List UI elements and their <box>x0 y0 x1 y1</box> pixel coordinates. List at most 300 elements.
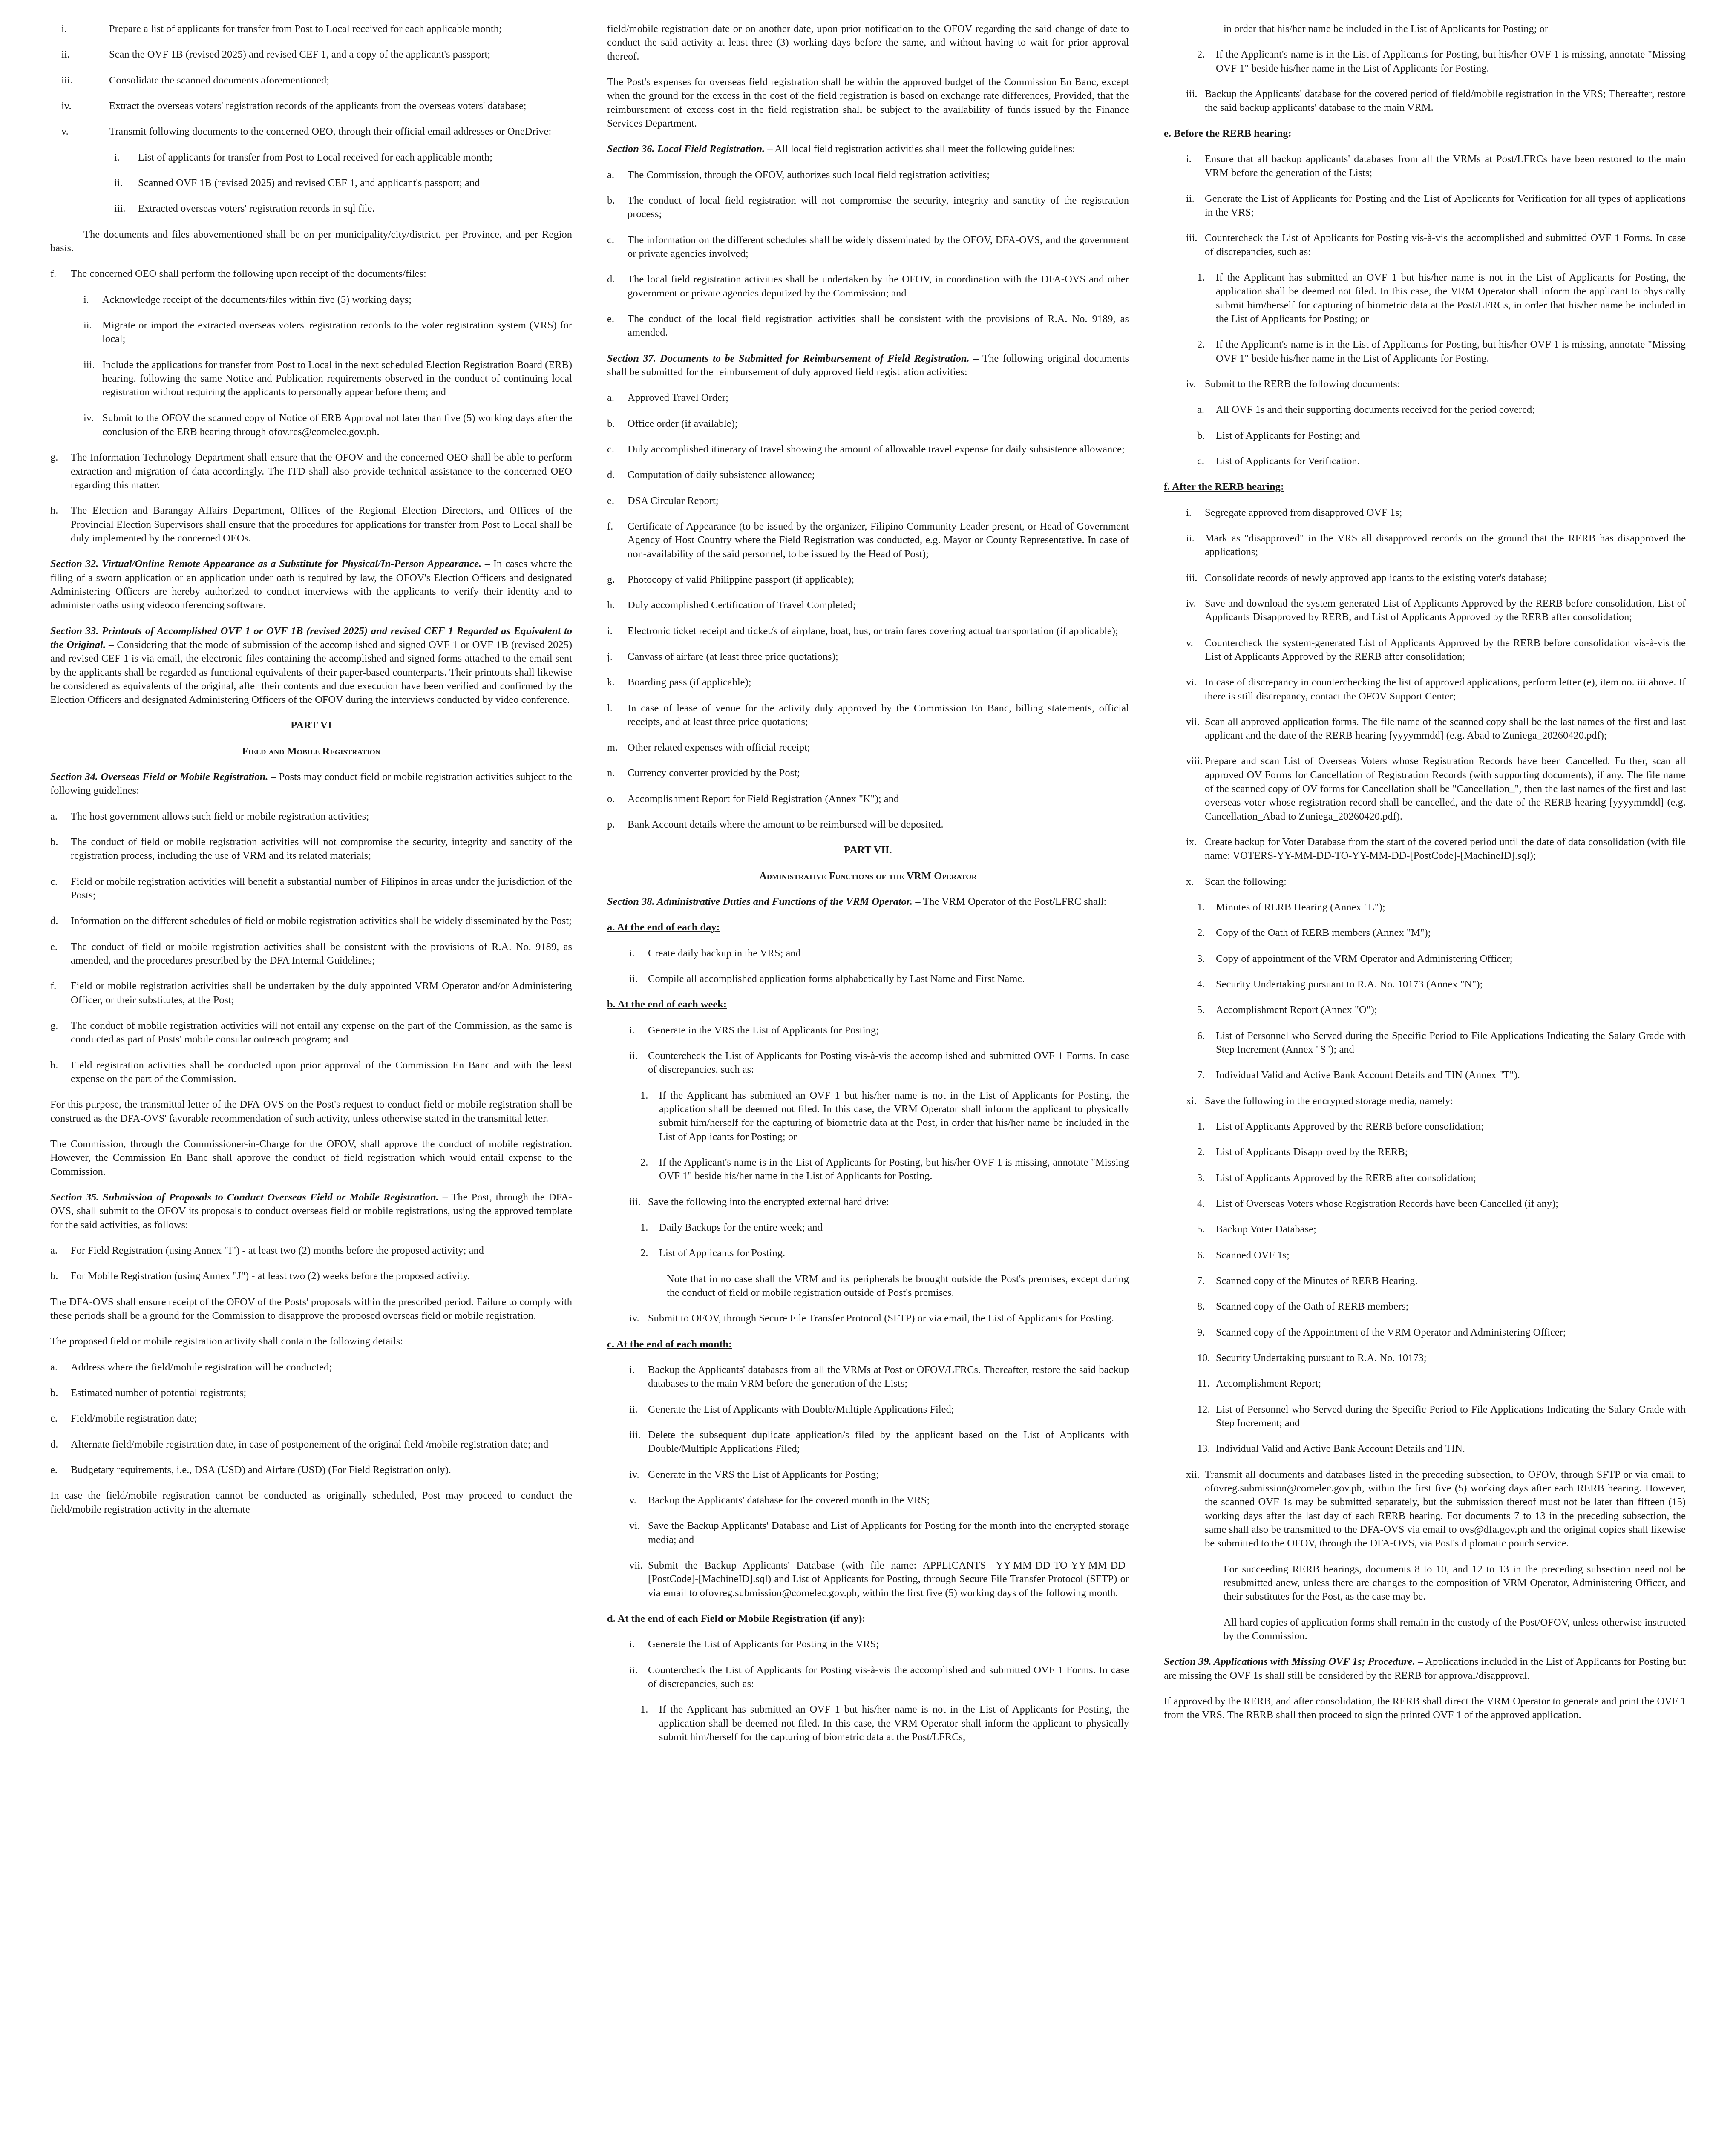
list-marker: h. <box>50 1059 58 1071</box>
list-item <box>607 1049 1129 1077</box>
list-item <box>50 1269 572 1283</box>
subheading: a. At the end of each day: <box>607 921 720 933</box>
list-item <box>50 875 572 903</box>
list-item-text: Scanned copy of the Appointment of the VRM Operator and Administering Officer; <box>1216 1326 1566 1338</box>
list-item-text: Other related expenses with official receipt; <box>628 742 810 754</box>
list-marker: 12. <box>1197 1403 1210 1415</box>
list-marker: a. <box>50 1361 58 1373</box>
right-column <box>1164 22 1686 2130</box>
section-heading: Section 35. Submission of Proposals to Conduct Overseas Field or Mobile Registration. <box>50 1192 439 1203</box>
list-item <box>1164 636 1686 664</box>
list-item <box>1164 429 1686 443</box>
list-item <box>50 979 572 1007</box>
list-item-text: The conduct of field or mobile registration activities will not compromise the security, integrity and sanctity of the registration process, including the use of VRM and its related materials; <box>71 836 572 862</box>
list-marker: xi. <box>1186 1095 1197 1107</box>
list-item-text: If the Applicant has submitted an OVF 1 but his/her name is not in the List of Applicants for Posting, the application shall be deemed not filed. In this case, the VRM Operator shall inform the applicant to physically submit him/herself for the capturing of biometric data at the Post, in order that his/her name be included in the List of Applicants for Posting; or <box>659 1089 1129 1143</box>
list-item <box>50 940 572 968</box>
section-body: – In cases where the filing of a sworn application or an application under oath is required by law, the OFOV's Election Officers and designated Administering Officers are hereby authorized to conduct interviews with the applicants to verify their identity and to administer oaths using videoconferencing software. <box>50 558 572 611</box>
list-marker: 2. <box>640 1247 648 1259</box>
list-marker: ii. <box>114 177 123 189</box>
list-item <box>607 573 1129 587</box>
list-marker: 4. <box>1197 1198 1205 1210</box>
list-item <box>607 520 1129 561</box>
list-item-text: If the Applicant has submitted an OVF 1 but his/her name is not in the List of Applicants for Posting, the application shall be deemed not filed. In this case, the VRM Operator shall inform the applicant to physically submit him/herself for the capturing of biometric data at the Post/LFRCs, <box>659 1704 1129 1743</box>
list-marker: 5. <box>1197 1223 1205 1235</box>
list-marker: i. <box>61 23 67 35</box>
list-item <box>607 650 1129 664</box>
list-item-text: Save the following in the encrypted storage media, namely: <box>1205 1095 1454 1107</box>
list-item <box>607 947 1129 960</box>
list-item-text: Save the Backup Applicants' Database and List of Applicants for Posting for the month into the encrypted storage media; and <box>648 1520 1129 1546</box>
list-marker: iv. <box>1186 378 1196 390</box>
list-marker: e. <box>50 1464 58 1476</box>
list-item <box>607 1363 1129 1391</box>
list-marker: m. <box>607 742 618 754</box>
list-marker: v. <box>61 126 69 138</box>
list-item-text: Ensure that all backup applicants' databases from all the VRMs at Post/LFRCs have been restored to the main VRM before the generation of the Lists; <box>1205 153 1686 179</box>
list-item <box>1164 1377 1686 1390</box>
list-item <box>607 766 1129 780</box>
list-marker: d. <box>50 915 58 927</box>
list-item-text: Submit to the OFOV the scanned copy of Notice of ERB Approval not later than five (5) working days after the conclusion of the ERB hearing through ofov.res@comelec.gov.ph. <box>102 412 572 438</box>
list-item <box>607 702 1129 729</box>
list-marker: h. <box>607 599 615 611</box>
list-marker: c. <box>607 234 614 246</box>
list-item <box>1164 952 1686 966</box>
list-item <box>1164 506 1686 520</box>
section-heading: Section 38. Administrative Duties and Functions of the VRM Operator. <box>607 896 913 908</box>
list-marker: f. <box>50 268 57 280</box>
paragraph: The DFA-OVS shall ensure receipt of the OFOV of the Posts' proposals within the prescribed period. Failure to comply with these periods shall be a ground for the Commission to disapprove the proposed overseas field or mobile registration. <box>50 1296 572 1321</box>
list-item <box>1164 1223 1686 1236</box>
list-item <box>50 504 572 545</box>
part-title: PART VI <box>291 720 332 731</box>
paragraph: in order that his/her name be included in the List of Applicants for Posting; or <box>1224 23 1549 35</box>
list-item-text: Save the following into the encrypted external hard drive: <box>648 1196 890 1208</box>
list-item <box>1164 901 1686 914</box>
list-marker: ii. <box>61 49 70 60</box>
list-item <box>50 1438 572 1451</box>
list-item <box>50 48 572 61</box>
list-marker: i. <box>114 151 120 163</box>
list-item-text: If the Applicant has submitted an OVF 1 but his/her name is not in the List of Applicants for Posting, the application shall be deemed not filed. In this case, the VRM Operator shall inform the applicant to physically submit him/herself for capturing of biometric data at the Post/LFRCs, in order that his/her name be included in the List of Applicants for Posting; or <box>1216 271 1686 325</box>
list-item <box>1164 875 1686 889</box>
list-item <box>1164 1094 1686 1108</box>
part-subtitle: Field and Mobile Registration <box>242 745 381 757</box>
list-item <box>1164 1468 1686 1551</box>
list-item <box>1164 715 1686 743</box>
list-marker: ii. <box>629 1664 638 1676</box>
list-item <box>50 412 572 439</box>
list-item <box>607 1559 1129 1600</box>
list-item-text: Countercheck the List of Applicants for Posting vis-à-vis the accomplished and submitted OVF 1 Forms. In case of discrepancies, such as: <box>648 1050 1129 1076</box>
list-marker: 13. <box>1197 1443 1210 1455</box>
list-item <box>50 914 572 928</box>
list-item <box>607 233 1129 261</box>
list-item-text: The Commission, through the OFOV, authorizes such local field registration activities; <box>628 169 990 181</box>
list-marker: iii. <box>61 74 73 86</box>
list-item <box>1164 571 1686 585</box>
list-item-text: If the Applicant's name is in the List of Applicants for Posting, but his/her OVF 1 is missing, annotate "Missing OVF 1" beside his/her name in the List of Applicants for Posting. <box>1216 49 1686 74</box>
list-marker: 1. <box>640 1704 648 1716</box>
section-paragraph <box>607 352 1129 380</box>
list-item-text: Computation of daily subsistence allowance; <box>628 469 815 481</box>
list-item-text: Compile all accomplished application forms alphabetically by Last Name and First Name. <box>648 973 1025 985</box>
list-marker: x. <box>1186 875 1194 887</box>
list-item <box>50 202 572 216</box>
list-item-text: Generate the List of Applicants for Posting in the VRS; <box>648 1638 879 1650</box>
section-paragraph <box>50 1191 572 1232</box>
list-item-text: Security Undertaking pursuant to R.A. No. 10173; <box>1216 1352 1427 1364</box>
list-item-text: If the Applicant's name is in the List of Applicants for Posting, but his/her OVF 1 is missing, annotate "Missing OVF 1" beside his/her name in the List of Applicants for Posting. <box>1216 339 1686 364</box>
list-item-text: Save and download the system-generated List of Applicants Approved by the RERB before consolidation, List of Applicants Disapproved by RERB, and List of Applicants Approved by the RERB after consolidation; <box>1205 597 1686 623</box>
list-item-text: Migrate or import the extracted overseas voters' registration records to the voter registration system (VRS) for local; <box>102 319 572 345</box>
list-marker: 1. <box>1197 901 1205 913</box>
list-item <box>50 810 572 823</box>
list-item-text: Transmit all documents and databases listed in the preceding subsection, to OFOV, through SFTP or via email to ofovreg.submission@comelec.gov.ph, within the first five (5) working days after each RERB hearing. However, the scanned OVF 1s may be submitted separately, but the submission thereof must not be later than fifteen (15) working days after the last day of each RERB hearing. For documents 7 to 13 in the preceding subsection, the same shall also be transmitted to the DFA-OVS via email to ovs@dfa.gov.ph and the original copies shall likewise be submitted to the OFOV, through the DFA-OVS, via Post's diplomatic pouch service. <box>1205 1468 1686 1549</box>
list-marker: f. <box>607 520 613 532</box>
list-marker: iv. <box>1186 597 1196 609</box>
section-paragraph <box>50 770 572 798</box>
list-item <box>1164 1120 1686 1134</box>
list-item <box>50 151 572 164</box>
list-marker: e. <box>607 313 614 325</box>
list-item <box>1164 1300 1686 1313</box>
list-marker: g. <box>50 452 58 463</box>
list-marker: 6. <box>1197 1030 1205 1042</box>
list-item <box>607 676 1129 689</box>
list-marker: o. <box>607 793 615 805</box>
list-item-text: The Information Technology Department shall ensure that the OFOV and the concerned OEO shall be able to perform extraction and migration of data accordingly. The ITD shall also provide technical assistance to the concerned OEO regarding this matter. <box>71 452 572 491</box>
list-item-text: The information on the different schedules shall be widely disseminated by the OFOV, DFA-OVS, and the government or private agencies involved; <box>628 234 1129 259</box>
part-title: PART VII. <box>844 844 892 856</box>
list-marker: ii. <box>629 973 638 985</box>
list-item-text: Approved Travel Order; <box>628 392 728 404</box>
list-item <box>607 273 1129 300</box>
section-heading: Section 37. Documents to be Submitted for Reimbursement of Field Registration. <box>607 352 970 364</box>
list-item-text: Countercheck the List of Applicants for Posting vis-à-vis the accomplished and submitted OVF 1 Forms. In case of discrepancies, such as: <box>1205 232 1686 258</box>
section-body: – The VRM Operator of the Post/LFRC shall: <box>913 896 1107 908</box>
list-item <box>1164 1403 1686 1431</box>
list-item-text: Field or mobile registration activities shall be undertaken by the duly appointed VRM Operator and/or Administering Officer, or their substitutes, at the Post; <box>71 980 572 1006</box>
list-item-text: Copy of the Oath of RERB members (Annex "M"); <box>1216 927 1431 939</box>
list-item <box>50 1059 572 1086</box>
paragraph: For this purpose, the transmittal letter of the DFA-OVS on the Post's request to conduct field or mobile registration shall be construed as the DFA-OVS' favorable recommendation of such activity, unless otherwise stated in the transmittal letter. <box>50 1099 572 1124</box>
list-marker: 7. <box>1197 1275 1205 1287</box>
list-marker: i. <box>607 625 613 637</box>
list-marker: i. <box>1186 153 1192 165</box>
list-item-text: Scanned OVF 1s; <box>1216 1249 1290 1261</box>
list-marker: a. <box>1197 404 1204 416</box>
paragraph: All hard copies of application forms shall remain in the custody of the Post/OFOV, unless otherwise instructed by the Commission. <box>1224 1616 1686 1642</box>
list-marker: vii. <box>1186 716 1200 728</box>
list-marker: v. <box>1186 637 1193 649</box>
list-item-text: DSA Circular Report; <box>628 495 719 507</box>
list-marker: iii. <box>629 1196 641 1208</box>
paragraph: The proposed field or mobile registration activity shall contain the following details: <box>50 1336 403 1347</box>
list-item-text: Generate the List of Applicants with Double/Multiple Applications Filed; <box>648 1403 954 1415</box>
list-item <box>1164 1351 1686 1365</box>
list-item-text: Submit to OFOV, through Secure File Transfer Protocol (SFTP) or via email, the List of Applicants for Posting. <box>648 1313 1114 1324</box>
section-paragraph <box>607 895 1129 909</box>
list-item <box>607 1519 1129 1547</box>
list-marker: 3. <box>1197 953 1205 964</box>
list-item <box>1164 192 1686 220</box>
section-body: – All local field registration activities shall meet the following guidelines: <box>765 143 1075 155</box>
list-item-text: If the Applicant's name is in the List of Applicants for Posting, but his/her OVF 1 is missing, annotate "Missing OVF 1" beside his/her name in the List of Applicants for Posting. <box>659 1157 1129 1182</box>
list-item <box>607 792 1129 806</box>
list-item-text: List of Applicants Approved by the RERB after consolidation; <box>1216 1172 1477 1184</box>
list-item-text: Currency converter provided by the Post; <box>628 767 800 779</box>
list-item <box>1164 153 1686 180</box>
list-item-text: Prepare a list of applicants for transfer from Post to Local received for each applicable month; <box>109 23 502 35</box>
list-item-text: Delete the subsequent duplicate application/s filed by the applicant based on the List of Applicants with Double/Multiple Applications Filed; <box>648 1429 1129 1455</box>
section-paragraph <box>50 557 572 612</box>
list-item <box>50 1386 572 1400</box>
list-item <box>607 1664 1129 1691</box>
list-item <box>1164 271 1686 326</box>
list-item <box>607 168 1129 182</box>
list-item-text: The conduct of local field registration will not compromise the security, integrity and sanctity of the registration process; <box>628 194 1129 220</box>
list-marker: 4. <box>1197 979 1205 990</box>
list-item-text: The concerned OEO shall perform the following upon receipt of the documents/files: <box>71 268 426 280</box>
list-item <box>50 125 572 138</box>
list-item-text: Prepare and scan List of Overseas Voters whose Registration Records have been Cancelled. Further, scan all approved OV Forms for Cancellation of Registration Records (with supporting documents), if any. The file name of the scanned copy of OV forms for Cancellation shall be "Cancellation_", then the last names of the first and last overseas voter whose registration record shall be cancelled, and the date of the RERB hearing [yyyymmdd] (e.g. Cancellation_Abad to Zuniega_20260420.pdf). <box>1205 755 1686 822</box>
list-item <box>1164 403 1686 417</box>
list-item <box>607 741 1129 754</box>
list-item-text: List of Applicants for Posting. <box>659 1247 786 1259</box>
list-marker: ii. <box>629 1403 638 1415</box>
list-marker: a. <box>607 169 614 181</box>
list-item-text: Scan all approved application forms. The file name of the scanned copy shall be the last names of the first and last applicant and the date of the RERB hearing [yyyymmdd] (e.g. Abad to Zuniega_20260420.pdf); <box>1205 716 1686 742</box>
list-marker: 2. <box>1197 927 1205 939</box>
list-item-text: Scanned copy of the Minutes of RERB Hearing. <box>1216 1275 1418 1287</box>
list-marker: c. <box>1197 455 1204 467</box>
section-heading: Section 36. Local Field Registration. <box>607 143 765 155</box>
list-marker: 9. <box>1197 1326 1205 1338</box>
list-item <box>50 1412 572 1425</box>
list-item <box>1164 597 1686 625</box>
list-item <box>1164 231 1686 259</box>
list-item <box>1164 87 1686 115</box>
list-item <box>50 22 572 36</box>
list-item-text: Certificate of Appearance (to be issued by the organizer, Filipino Community Leader present, or Head of Government Agency of Host Country where the Field Registration was conducted, e.g. Mayor or County Representative. In case of non-availability of the said personnel, to be issued by the Head of Post); <box>628 520 1129 560</box>
list-marker: 1. <box>640 1089 648 1101</box>
list-item-text: List of Applicants for Verification. <box>1216 455 1360 467</box>
list-marker: g. <box>50 1020 58 1032</box>
list-item-text: Electronic ticket receipt and ticket/s of airplane, boat, bus, or train fares covering actual transportation (if applicable); <box>628 625 1118 637</box>
list-item <box>50 74 572 87</box>
list-item-text: List of Overseas Voters whose Registration Records have been Cancelled (if any); <box>1216 1198 1558 1210</box>
list-item-text: All OVF 1s and their supporting documents received for the period covered; <box>1216 404 1535 416</box>
list-item-text: Boarding pass (if applicable); <box>628 676 751 688</box>
list-marker: g. <box>607 573 615 585</box>
list-item-text: Office order (if available); <box>628 417 738 429</box>
list-item-text: In case of discrepancy in counterchecking the list of approved applications, perform letter (e), item no. iii above. If there is still discrepancy, contact the OFOV Support Center; <box>1205 676 1686 702</box>
list-item <box>1164 1029 1686 1057</box>
list-item-text: Extracted overseas voters' registration records in sql file. <box>138 203 375 215</box>
list-item-text: List of Applicants for Posting; and <box>1216 429 1360 441</box>
list-marker: i. <box>629 1638 635 1650</box>
list-item <box>1164 532 1686 559</box>
list-item <box>1164 1274 1686 1288</box>
list-marker: c. <box>607 443 614 455</box>
list-item <box>50 1463 572 1477</box>
list-item-text: The conduct of the local field registration activities shall be consistent with the provisions of R.A. No. 9189, as amended. <box>628 313 1129 339</box>
list-item <box>607 312 1129 340</box>
list-marker: l. <box>607 702 613 714</box>
section-body: – Considering that the mode of submission of the accomplished and signed OVF 1 or OVF 1B (revised 2025) and revised CEF 1 is via email, the electronic files containing the accomplished and signed forms attached to the email sent by the applicants shall be regarded as functional equivalents of their paper-based counterparts. Their printouts shall likewise be considered as equivalents of the original, after their contents and due execution have been verified and confirmed by the Election Officers and designated Administering Officers of the OFOV during the interviews conducted by video conference. <box>50 639 572 706</box>
list-marker: d. <box>50 1438 58 1450</box>
list-item-text: For Field Registration (using Annex "I") - at least two (2) months before the proposed activity; and <box>71 1245 484 1257</box>
list-item-text: Consolidate the scanned documents aforementioned; <box>109 74 330 86</box>
list-item-text: Individual Valid and Active Bank Account Details and TIN (Annex "T"). <box>1216 1069 1520 1081</box>
list-item <box>1164 1003 1686 1017</box>
section-body: – Applications included in the List of Applicants for Posting but are missing the OVF 1s shall still be considered by the RERB for approval/disapproval. <box>1164 1656 1686 1681</box>
list-item <box>50 319 572 346</box>
paragraph: If approved by the RERB, and after consolidation, the RERB shall direct the VRM Operator to generate and print the OVF 1 from the VRS. The RERB shall then proceed to sign the printed OVF 1 of the approved application. <box>1164 1695 1686 1721</box>
section-heading: Section 32. Virtual/Online Remote Appearance as a Substitute for Physical/In-Person Appearance. <box>50 558 482 570</box>
list-item <box>607 972 1129 986</box>
list-marker: b. <box>607 417 615 429</box>
list-item-text: Copy of appointment of the VRM Operator and Administering Officer; <box>1216 953 1513 964</box>
list-item <box>607 1312 1129 1325</box>
list-item <box>607 1089 1129 1144</box>
list-item-text: Submit to the RERB the following documents: <box>1205 378 1400 390</box>
section-heading: Section 34. Overseas Field or Mobile Registration. <box>50 771 268 783</box>
list-marker: iii. <box>629 1429 641 1441</box>
paragraph: The Post's expenses for overseas field registration shall be within the approved budget of the Commission En Banc, except when the ground for the excess in the cost of the field registration is based on exchange rate differences, Provided, that the reimbursement of excess cost in the field registration shall be subject to the availability of funds issued by the Finance Services Department. <box>607 76 1129 129</box>
list-marker: f. <box>50 980 57 992</box>
list-marker: 1. <box>1197 271 1205 283</box>
list-item <box>607 1428 1129 1456</box>
list-item <box>50 99 572 113</box>
list-item-text: Alternate field/mobile registration date, in case of postponement of the original field /mobile registration date; and <box>71 1438 549 1450</box>
section-body: – The Post, through the DFA-OVS, shall submit to the OFOV its proposals to conduct overseas field or mobile registrations, using the approved template for the said activities, as follows: <box>50 1192 572 1231</box>
list-item-text: Backup the Applicants' database for the covered month in the VRS; <box>648 1494 930 1506</box>
list-item-text: Accomplishment Report for Field Registration (Annex "K"); and <box>628 793 899 805</box>
list-item <box>607 391 1129 405</box>
list-item-text: Canvass of airfare (at least three price quotations); <box>628 651 838 662</box>
list-marker: p. <box>607 819 615 831</box>
list-marker: iii. <box>1186 572 1198 584</box>
list-item <box>607 417 1129 431</box>
list-marker: vi. <box>629 1520 640 1532</box>
list-marker: a. <box>607 392 614 404</box>
list-item-text: Address where the field/mobile registration will be conducted; <box>71 1361 332 1373</box>
list-item-text: List of applicants for transfer from Post to Local received for each applicable month; <box>138 151 493 163</box>
list-item <box>607 1403 1129 1416</box>
list-marker: iii. <box>1186 88 1198 100</box>
list-item <box>607 1494 1129 1507</box>
section-paragraph <box>607 142 1129 156</box>
list-item-text: The conduct of mobile registration activities will not entail any expense on the part of the Commission, as the same is conducted as part of Posts' mobile consular outreach program; and <box>71 1020 572 1045</box>
paragraph: field/mobile registration date or on another date, upon prior notification to the OFOV regarding the said change of date to conduct the said activity at least three (3) working days before the same, and without having to wait for prior approval thereof. <box>607 23 1129 62</box>
list-item <box>607 1468 1129 1482</box>
list-item <box>607 625 1129 638</box>
list-item <box>607 1195 1129 1209</box>
list-item-text: Duly accomplished Certification of Travel Completed; <box>628 599 856 611</box>
list-item-text: Photocopy of valid Philippine passport (if applicable); <box>628 573 855 585</box>
list-item <box>1164 455 1686 468</box>
list-item <box>607 468 1129 482</box>
list-marker: n. <box>607 767 615 779</box>
list-item <box>1164 676 1686 703</box>
subheading: b. At the end of each week: <box>607 999 727 1010</box>
list-marker: b. <box>50 1270 58 1282</box>
list-item <box>50 1244 572 1258</box>
list-item <box>607 1246 1129 1260</box>
list-marker: b. <box>607 194 615 206</box>
list-item-text: Estimated number of potential registrants; <box>71 1387 247 1399</box>
list-marker: a. <box>50 810 58 822</box>
list-item-text: For Mobile Registration (using Annex "J") - at least two (2) weeks before the proposed activity. <box>71 1270 470 1282</box>
list-item-text: Daily Backups for the entire week; and <box>659 1222 823 1234</box>
list-item-text: Minutes of RERB Hearing (Annex "L"); <box>1216 901 1385 913</box>
list-item <box>607 1024 1129 1037</box>
list-marker: i. <box>1186 507 1192 518</box>
list-item-text: Budgetary requirements, i.e., DSA (USD) and Airfare (USD) (For Field Registration only). <box>71 1464 451 1476</box>
list-item-text: Countercheck the system-generated List of Applicants Approved by the RERB before consolidation vis-à-vis the List of Applicants Approved by the RERB after consolidation; <box>1205 637 1686 662</box>
list-item <box>1164 48 1686 75</box>
list-marker: e. <box>50 941 58 953</box>
list-marker: ii. <box>629 1050 638 1062</box>
section-body: – Posts may conduct field or mobile registration activities subject to the following guidelines: <box>50 771 572 797</box>
list-marker: 10. <box>1197 1352 1210 1364</box>
list-item-text: Field or mobile registration activities will benefit a substantial number of Filipinos in areas under the jurisdiction of the Posts; <box>71 875 572 901</box>
list-item-text: Backup the Applicants' databases from all the VRMs at Post or OFOV/LFRCs. Thereafter, restore the said backup databases to the main VRM before the generation of the Lists; <box>648 1364 1129 1390</box>
list-item <box>607 1703 1129 1744</box>
list-item-text: Segregate approved from disapproved OVF 1s; <box>1205 507 1402 518</box>
list-item <box>1164 338 1686 366</box>
list-marker: ii. <box>1186 532 1195 544</box>
list-marker: h. <box>50 505 58 517</box>
list-marker: iv. <box>629 1313 639 1324</box>
list-item <box>607 818 1129 832</box>
list-marker: a. <box>50 1245 58 1257</box>
part-subtitle: Administrative Functions of the VRM Operator <box>759 870 977 882</box>
list-marker: v. <box>629 1494 636 1506</box>
list-marker: 5. <box>1197 1004 1205 1016</box>
list-item-text: The Election and Barangay Affairs Department, Offices of the Regional Election Directors, and Offices of the Provincial Election Supervisors shall ensure that the procedures for applications for transfer from Post to Local shall be duly implemented by the concerned OEOs. <box>71 505 572 544</box>
list-marker: i. <box>629 1024 635 1036</box>
list-item <box>1164 926 1686 940</box>
list-item <box>1164 1146 1686 1159</box>
list-item-text: Individual Valid and Active Bank Account Details and TIN. <box>1216 1443 1465 1455</box>
list-marker: j. <box>607 651 613 662</box>
list-item-text: In case of lease of venue for the activity duly approved by the Commission En Banc, billing statements, official receipts, and at least three price quotations; <box>628 702 1129 728</box>
list-marker: iii. <box>114 203 126 215</box>
list-item-text: Generate the List of Applicants for Posting and the List of Applicants for Verification for all types of applications in the VRS; <box>1205 193 1686 218</box>
list-item-text: Generate in the VRS the List of Applicants for Posting; <box>648 1024 879 1036</box>
list-marker: c. <box>50 875 58 887</box>
list-item <box>607 1156 1129 1183</box>
section-body: – The following original documents shall be submitted for the reimbursement of duly approved field registration activities: <box>607 352 1129 378</box>
list-item-text: Backup the Applicants' database for the covered period of field/mobile registration in the VRS; Thereafter, restore the said backup applicants' database to the main VRM. <box>1205 88 1686 114</box>
list-marker: 3. <box>1197 1172 1205 1184</box>
list-marker: 11. <box>1197 1378 1210 1390</box>
list-item-text: List of Personnel who Served during the Specific Period to File Applications Indicating the Salary Grade with Step Increment (Annex "S"); and <box>1216 1030 1686 1056</box>
list-item <box>50 176 572 190</box>
list-item-text: Mark as "disapproved" in the VRS all disapproved records on the ground that the RERB has disapproved the applications; <box>1205 532 1686 558</box>
list-item <box>50 1019 572 1047</box>
list-marker: xii. <box>1186 1468 1200 1480</box>
list-item-text: Create backup for Voter Database from the start of the covered period until the date of data consolidation (with file name: VOTERS-YY-MM-DD-TO-YY-MM-DD-[PostCode]-[MachineID].sql); <box>1205 836 1686 862</box>
list-item-text: The host government allows such field or mobile registration activities; <box>71 810 369 822</box>
list-item <box>607 443 1129 456</box>
list-item-text: Countercheck the List of Applicants for Posting vis-à-vis the accomplished and submitted OVF 1 Forms. In case of discrepancies, such as: <box>648 1664 1129 1690</box>
list-marker: 1. <box>1197 1121 1205 1133</box>
